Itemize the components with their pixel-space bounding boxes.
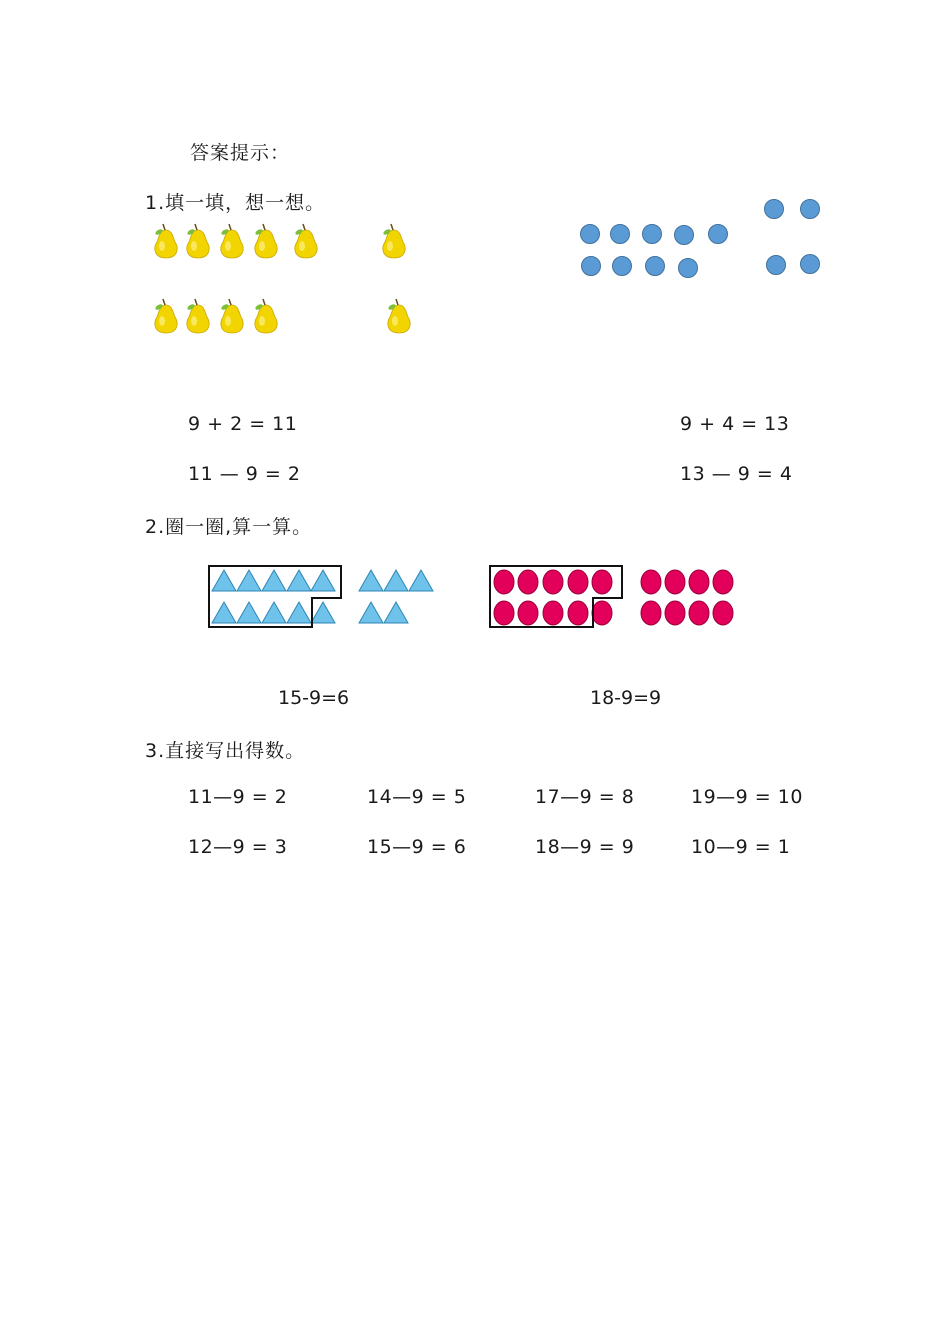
red-oval [665,570,685,594]
red-oval [592,570,612,594]
s3-row1-item: 11—9 = 2 [188,786,288,808]
red-oval [518,601,538,625]
section-2-heading: 2.圈一圈,算一算。 [145,516,313,538]
s1-left-eq-2: 11 — 9 = 2 [188,463,301,485]
red-oval [494,570,514,594]
s1-right-eq-2: 13 — 9 = 4 [680,463,793,485]
s1-left-eq-1: 9 + 2 = 11 [188,413,298,435]
s2-left-result: 15-9=6 [278,687,350,709]
s3-row2-item: 10—9 = 1 [691,836,791,858]
red-oval [713,570,733,594]
red-oval [543,570,563,594]
s3-row1-item: 19—9 = 10 [691,786,803,808]
red-oval [543,601,563,625]
red-oval [641,601,661,625]
red-oval [689,570,709,594]
section-3-heading: 3.直接写出得数。 [145,740,306,762]
s3-row1-item: 14—9 = 5 [367,786,467,808]
s1-right-eq-1: 9 + 4 = 13 [680,413,790,435]
red-oval [568,601,588,625]
s3-row1-item: 17—9 = 8 [535,786,635,808]
red-oval [641,570,661,594]
s3-row2-item: 18—9 = 9 [535,836,635,858]
s3-row2-item: 12—9 = 3 [188,836,288,858]
s2-right-result: 18-9=9 [590,687,662,709]
red-oval [568,570,588,594]
section-1-heading: 1.填一填，想一想。 [145,192,326,214]
page-title: 答案提示： [190,142,291,164]
s3-row2-item: 15—9 = 6 [367,836,467,858]
red-oval [665,601,685,625]
red-oval [689,601,709,625]
red-oval [713,601,733,625]
red-oval [494,601,514,625]
red-oval [592,601,612,625]
red-oval [518,570,538,594]
